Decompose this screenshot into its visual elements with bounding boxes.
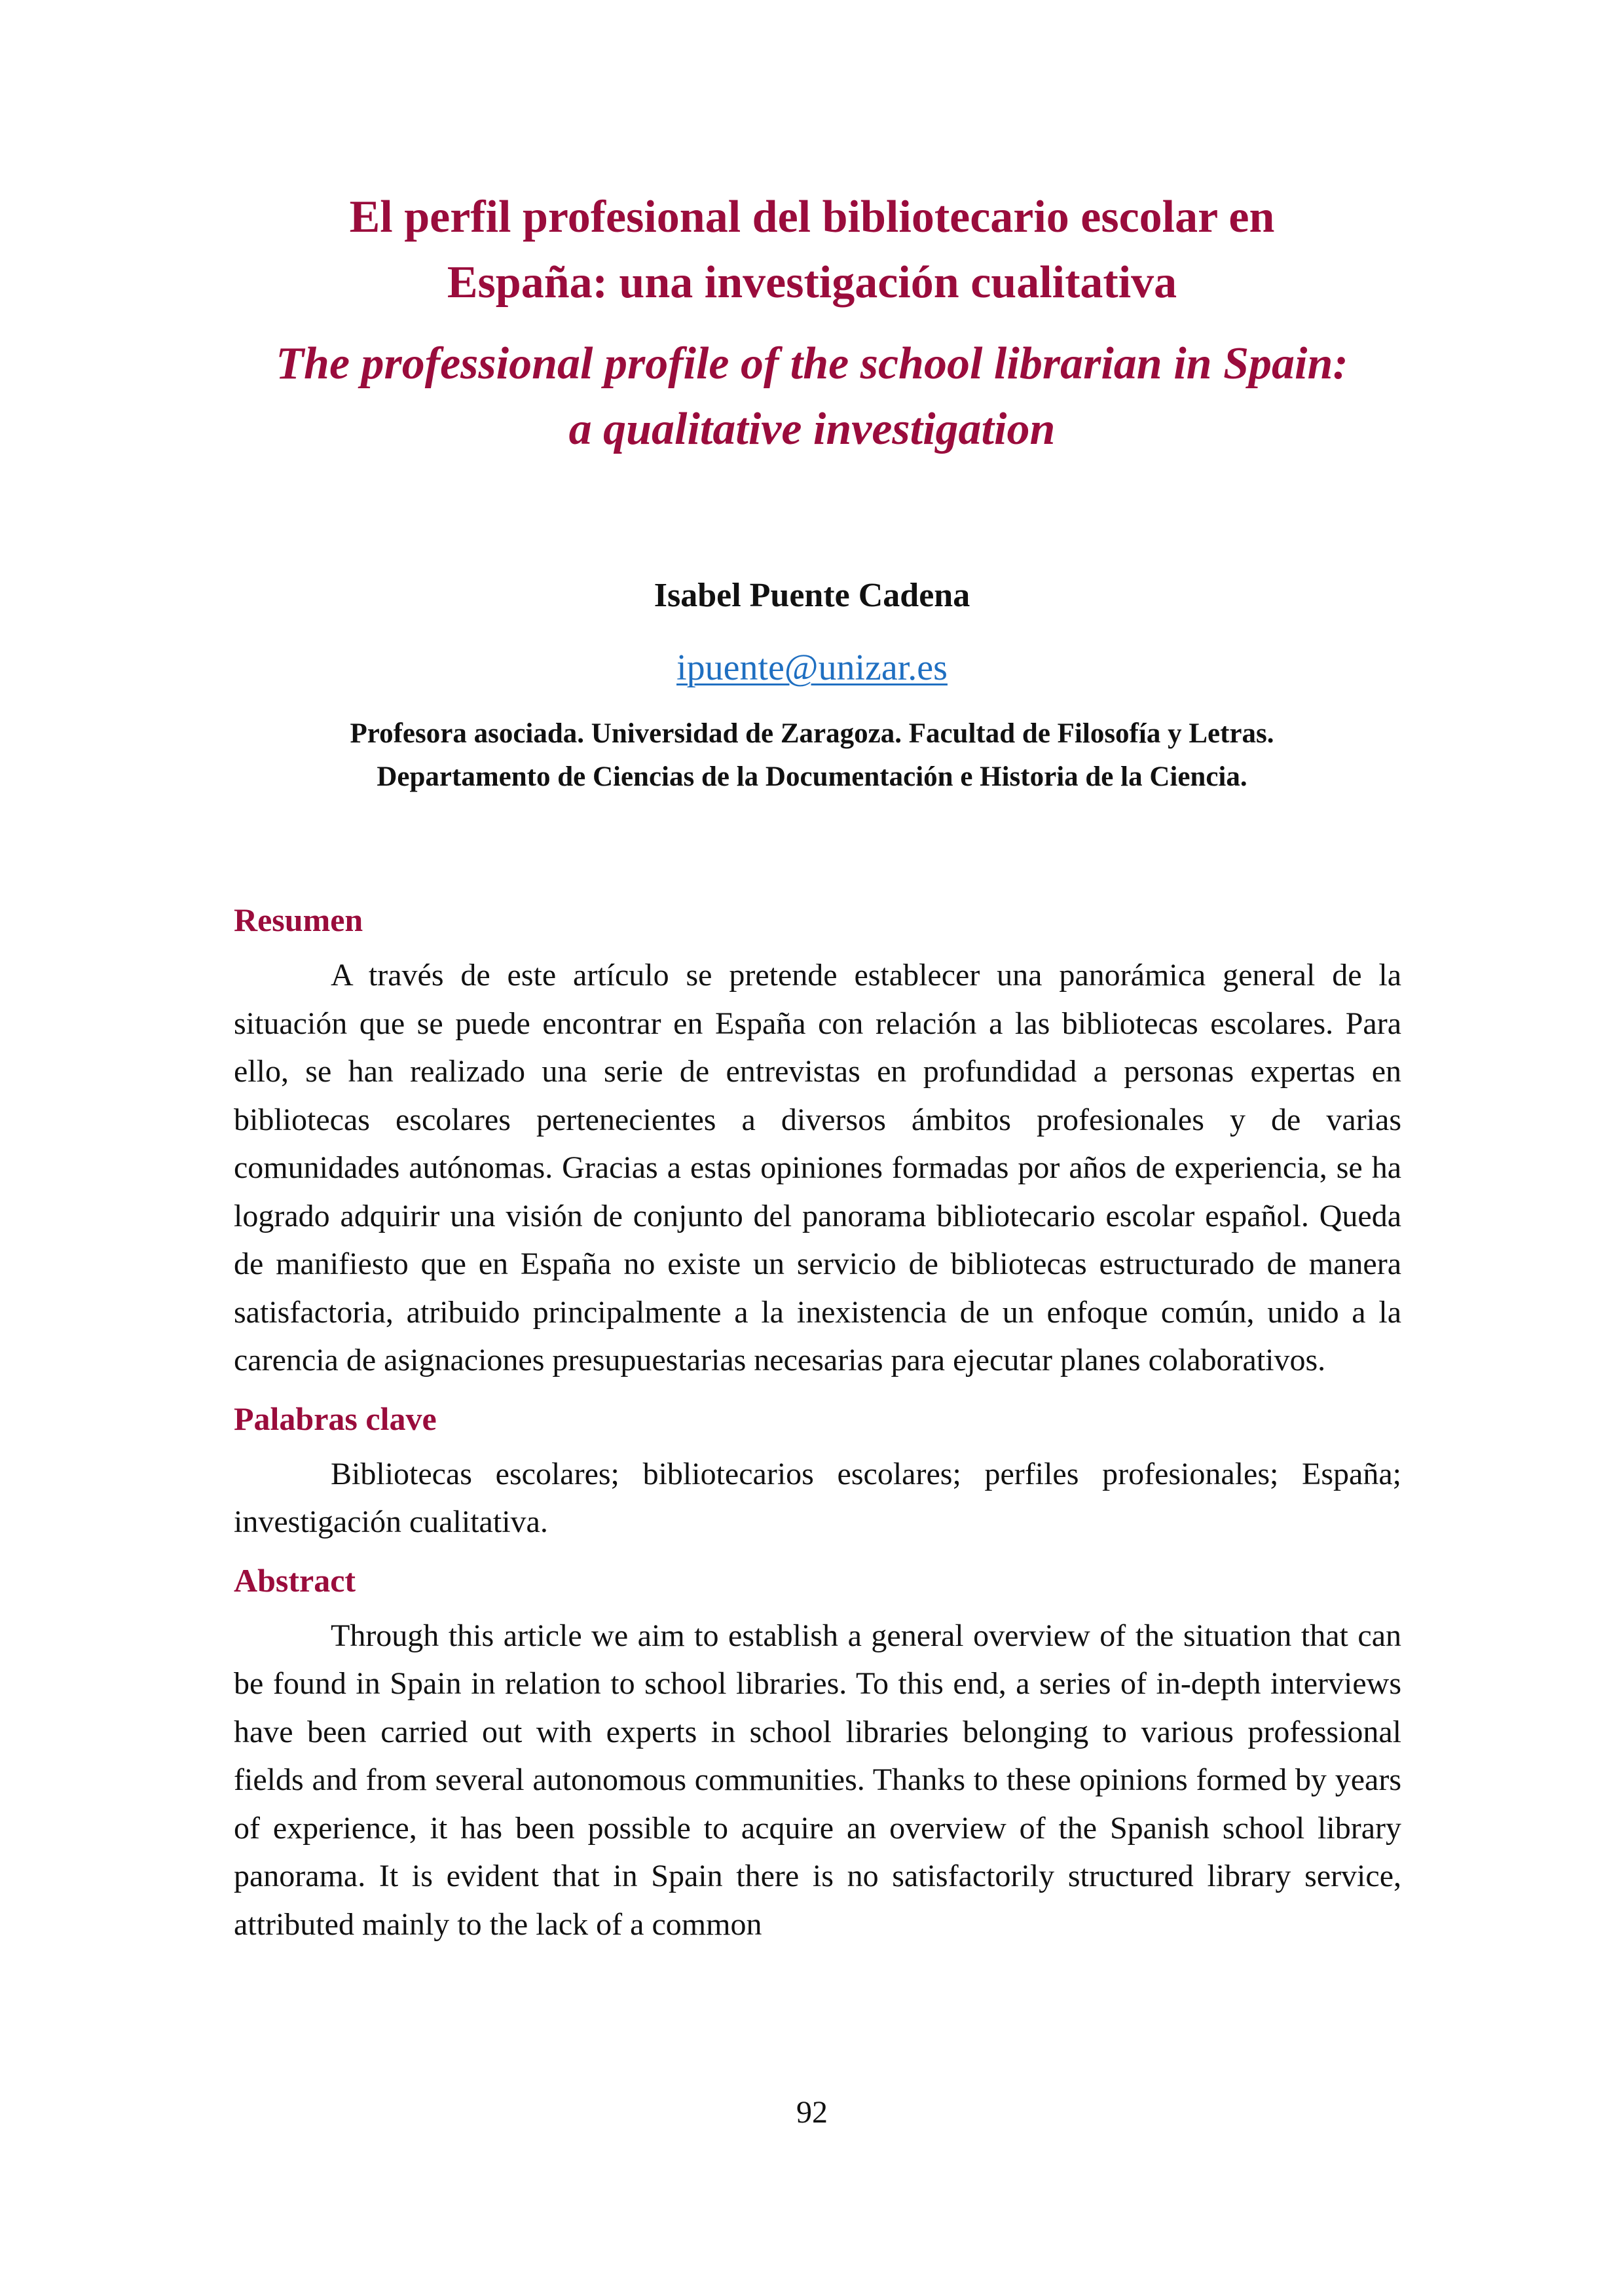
resumen-heading: Resumen — [234, 902, 363, 938]
title-spanish-line-2: España: una investigación cualitativa — [447, 257, 1177, 308]
title-spanish — [196, 185, 1428, 316]
abstract-heading: Abstract — [234, 1561, 356, 1599]
palabras-clave-text: Bibliotecas escolares; bibliotecarios escolares; perfiles profesionales; España; investigación cualitativa. — [234, 1456, 1401, 1539]
article-body — [234, 894, 1401, 1948]
abstract-text: Through this article we aim to establish a general overview of the situation that can be found in Spain in relation to school libraries. To this end, a series of in-depth interviews have been carried out with experts in school libraries belonging to various professional fields and from several autonomous communities. Thanks to these opinions formed by years of experience, it has been possible to acquire an overview of the Spanish school library panorama. It is evident that in Spain there is no satisfactorily structured library service, attributed mainly to the lack of a common — [234, 1618, 1401, 1942]
author-block — [196, 570, 1428, 799]
title-english — [196, 331, 1428, 462]
resumen-text: A través de este artículo se pretende establecer una panorámica general de la situación que se puede encontrar en España con relación a las bibliotecas escolares. Para ello, se han realizado una serie de entrevistas en profundidad a personas expertas en bibliotecas escolares pertenecientes a diversos ámbitos profesionales y de varias comunidades autónomas. Gracias a estas opiniones formadas por años de experiencia, se ha logrado adquirir una visión de conjunto del panorama bibliotecario escolar español. Queda de manifiesto que en España no existe un servicio de bibliotecas estructurado de manera satisfactoria, atribuido principalmente a la inexistencia de un enfoque común, unido a la carencia de asignaciones presupuestarias necesarias para ejecutar planes colaborativos. — [234, 958, 1401, 1377]
title-block — [196, 185, 1428, 462]
affiliation-line-2: Departamento de Ciencias de la Documentación e Historia de la Ciencia. — [377, 761, 1247, 792]
title-english-line-2: a qualitative investigation — [568, 404, 1056, 454]
author-affiliation — [196, 712, 1428, 799]
author-name: Isabel Puente Cadena — [654, 577, 970, 614]
page-number: 92 — [796, 2095, 828, 2130]
affiliation-line-1: Profesora asociada. Universidad de Zaragoza. Facultad de Filosofía y Letras. — [350, 718, 1274, 749]
palabras-clave-heading: Palabras clave — [234, 1400, 437, 1437]
author-email-link[interactable]: ipuente@unizar.es — [676, 647, 948, 688]
title-spanish-line-1: El perfil profesional del bibliotecario escolar en — [349, 192, 1275, 242]
title-english-line-1: The professional profile of the school librarian in Spain: — [276, 338, 1348, 389]
